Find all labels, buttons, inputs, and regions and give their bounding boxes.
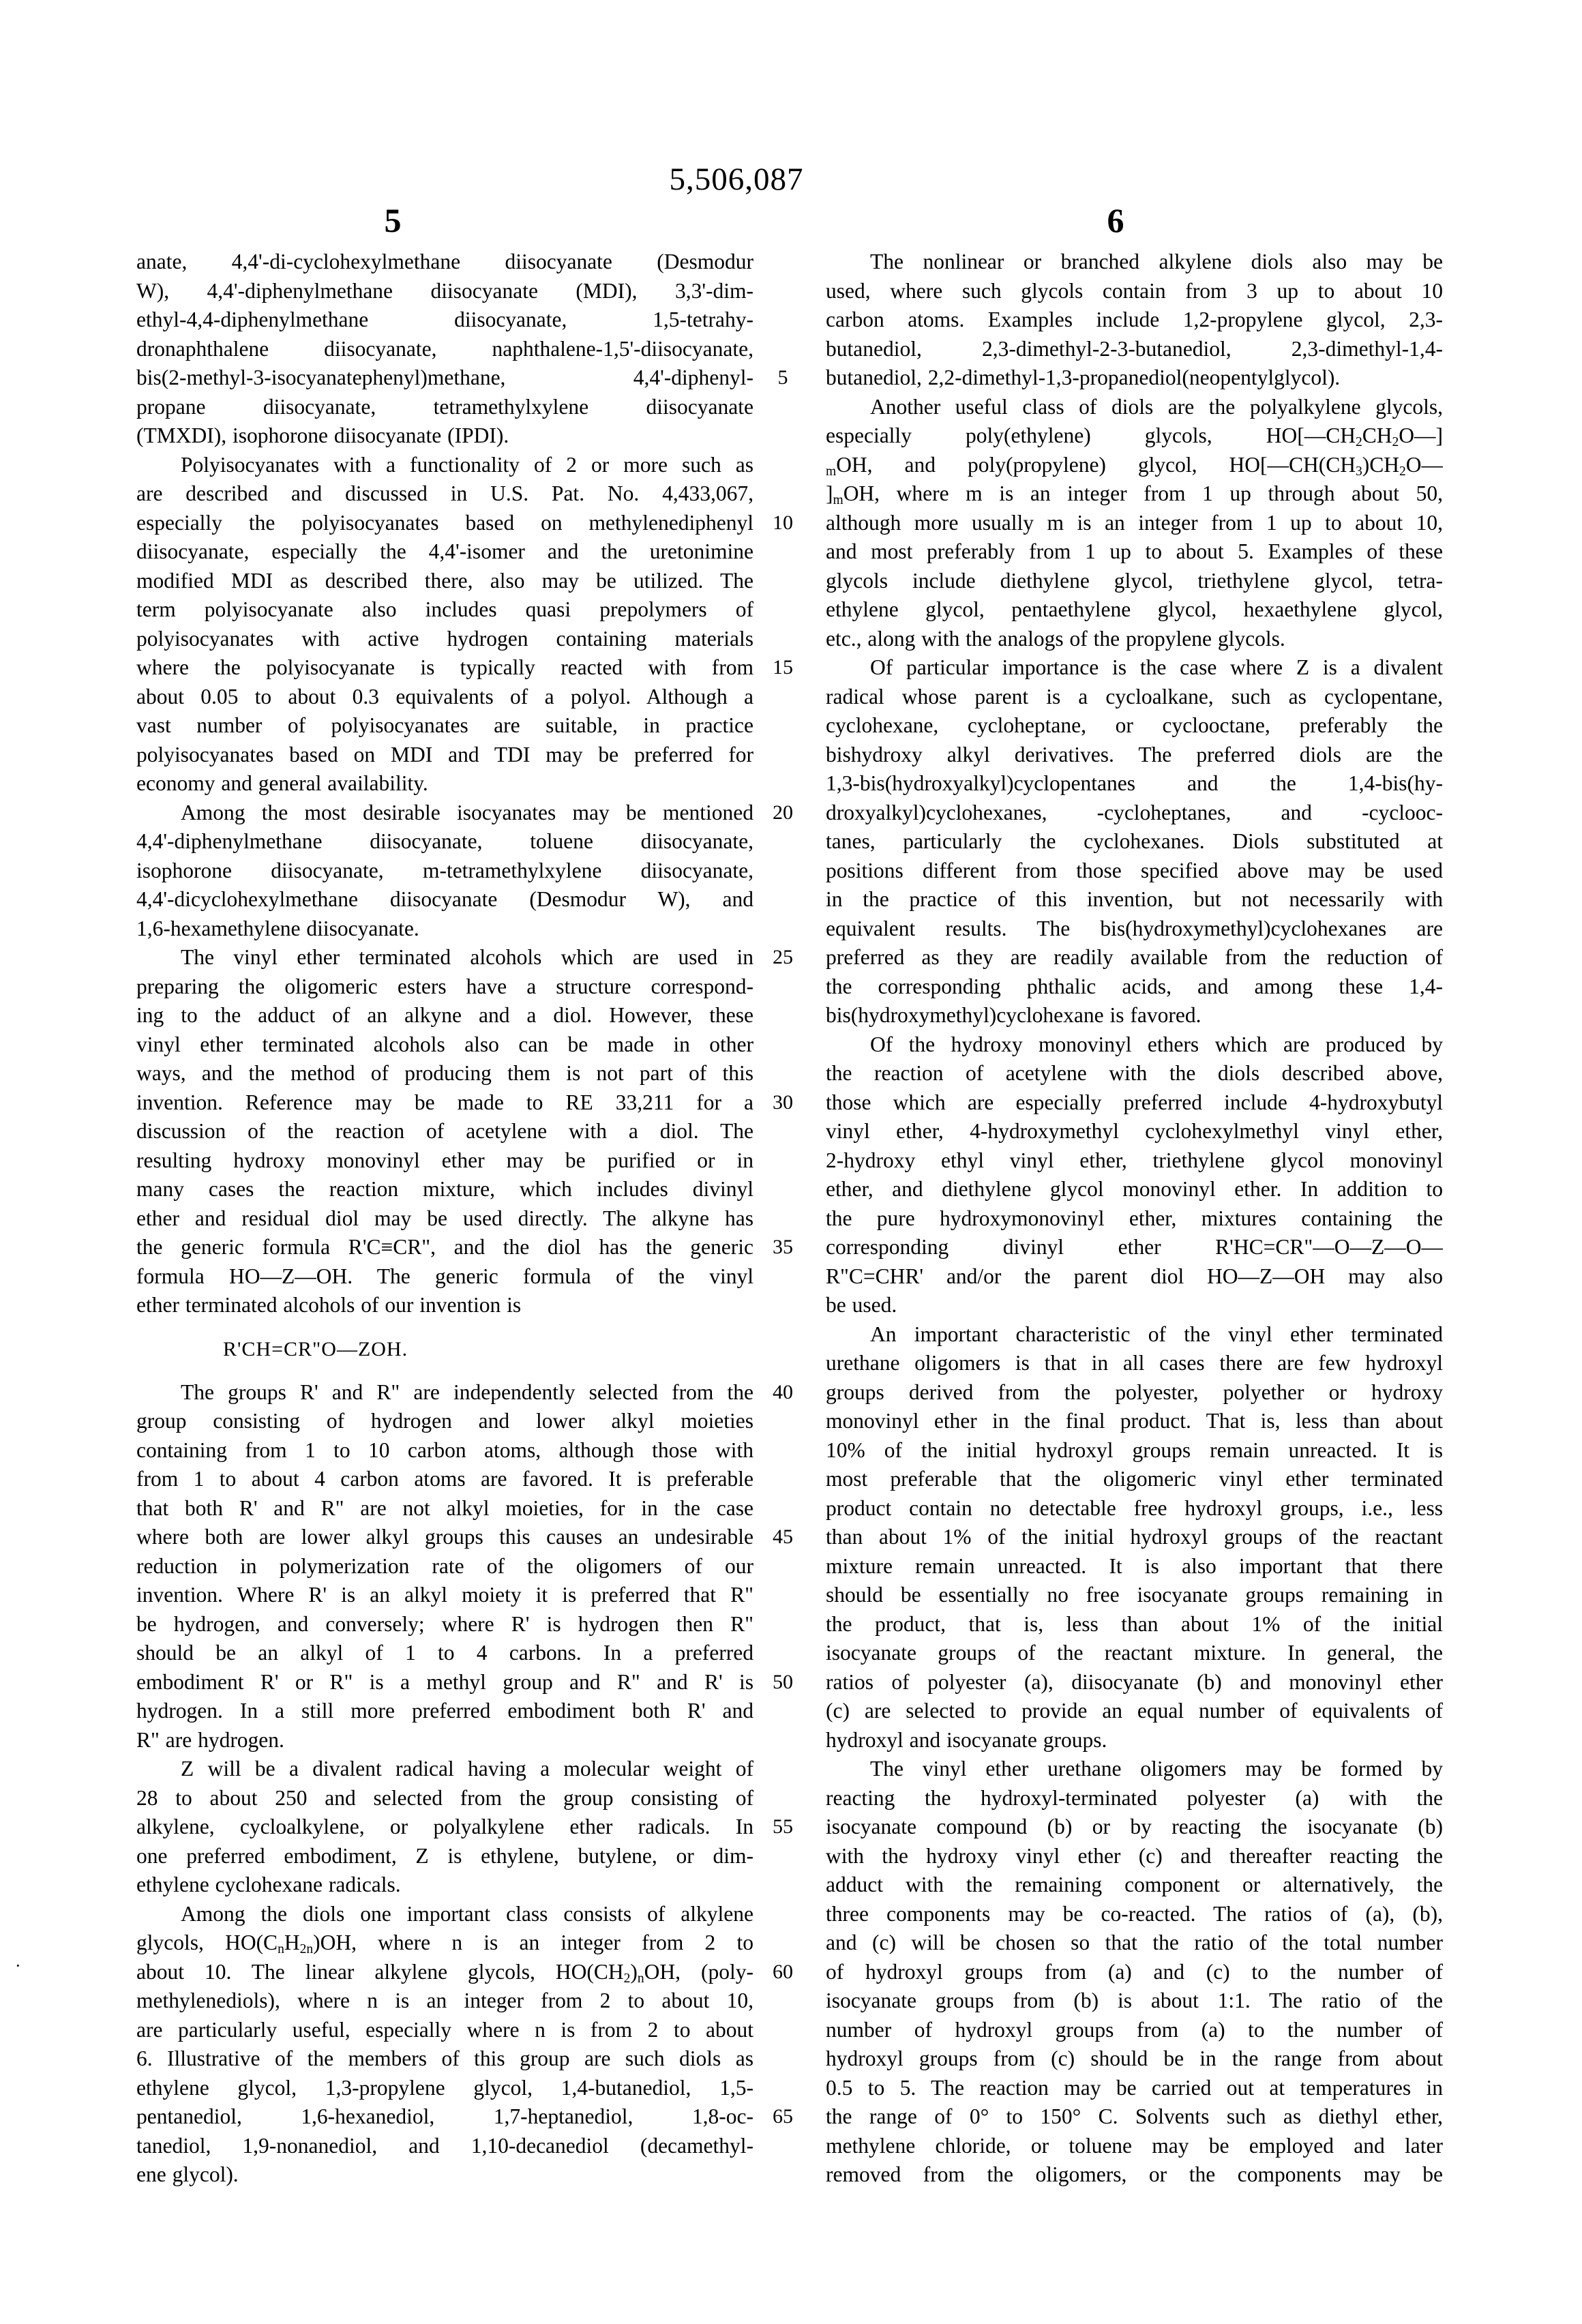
text-line: number of hydroxyl groups from (a) to the number of: [826, 2017, 1443, 2042]
text-line: removed from the oligomers, or the components may be: [826, 2162, 1443, 2186]
text-line: term polyisocyanate also includes quasi prepolymers of: [136, 597, 753, 621]
text-line: The nonlinear or branched alkylene diols also may be: [870, 250, 1443, 273]
text-line: ether and residual diol may be used directly. The alkyne has: [136, 1206, 753, 1230]
text-line: Of the hydroxy monovinyl ethers which are produced by: [870, 1032, 1443, 1056]
text-line: embodiment R' or R" is a methyl group and R" and R' is: [136, 1669, 753, 1694]
text-line: bishydroxy alkyl derivatives. The preferred diols are the: [826, 742, 1443, 766]
text-line: reacting the hydroxyl-terminated polyester (a) with the: [826, 1785, 1443, 1810]
text-line: pentanediol, 1,6-hexanediol, 1,7-heptanediol, 1,8-oc-: [136, 2104, 753, 2128]
text-line: modified MDI as described there, also may be utilized. The: [136, 568, 753, 593]
line-number: 15: [773, 656, 793, 679]
text-line: ethylene glycol, 1,3-propylene glycol, 1,4-butanediol, 1,5-: [136, 2075, 753, 2100]
text-line: The vinyl ether urethane oligomers may be formed by: [870, 1757, 1443, 1781]
text-line: ether, and diethylene glycol monovinyl ether. In addition to: [826, 1177, 1443, 1201]
text-line: Among the diols one important class consists of alkylene: [181, 1901, 753, 1926]
text-line: with the hydroxy vinyl ether (c) and thereafter reacting the: [826, 1843, 1443, 1868]
line-number: 40: [773, 1380, 793, 1403]
text-line: carbon atoms. Examples include 1,2-propylene glycol, 2,3-: [826, 308, 1443, 331]
text-line: containing from 1 to 10 carbon atoms, although those with: [136, 1437, 753, 1462]
text-line: from 1 to about 4 carbon atoms are favored. It is preferable: [136, 1467, 753, 1491]
text-line: polyisocyanates based on MDI and TDI may be preferred for: [136, 742, 753, 766]
column-number-right: 6: [1107, 201, 1124, 239]
text-line: should be an alkyl of 1 to 4 carbons. In a preferred: [136, 1641, 753, 1665]
text-line: ethyl-4,4-diphenylmethane diisocyanate, 1,5-tetrahy-: [136, 308, 753, 331]
text-line: bis(hydroxymethyl)cyclohexane is favored.: [826, 1003, 1202, 1027]
stray-mark: ·: [15, 1956, 21, 1976]
text-line: propane diisocyanate, tetramethylxylene diisocyanate: [136, 394, 753, 419]
text-line: three components may be co-reacted. The ratios of (a), (b),: [826, 1901, 1443, 1926]
line-number: 30: [773, 1090, 793, 1114]
text-line: vinyl ether terminated alcohols also can be made in other: [136, 1032, 753, 1056]
text-line: one preferred embodiment, Z is ethylene, butylene, or dim-: [136, 1843, 753, 1868]
text-line: 4,4'-diphenylmethane diisocyanate, toluene diisocyanate,: [136, 829, 753, 853]
text-line: ]$_mOH$, where m is an integer from 1 up through about 50,: [826, 481, 1443, 507]
text-line: droxyalkyl)cyclohexanes, -cycloheptanes, and -cyclooc-: [826, 800, 1443, 824]
text-line: dronaphthalene diisocyanate, naphthalene-1,5'-diisocyanate,: [136, 336, 753, 361]
text-line: ene glycol).: [136, 2162, 239, 2186]
text-line: invention. Where R' is an alkyl moiety it is preferred that R": [136, 1583, 753, 1607]
text-line: 1,3-bis(hydroxyalkyl)cyclopentanes and the 1,4-bis(hy-: [826, 771, 1443, 795]
text-line: especially poly(ethylene) glycols, $HO[—CH_2CH_2O—]$: [826, 423, 1443, 449]
text-line: diisocyanate, especially the 4,4'-isomer and the uretonimine: [136, 539, 753, 563]
text-line: $_m$OH, and poly(propylene) glycol, $HO[—CH(CH_3)CH_2O—$: [826, 452, 1443, 479]
text-line: isocyanate groups from (b) is about 1:1. The ratio of the: [826, 1988, 1443, 2012]
text-line: be hydrogen, and conversely; where R' is hydrogen then R": [136, 1611, 753, 1636]
text-line: ways, and the method of producing them is not part of this: [136, 1061, 753, 1085]
text-line: the corresponding phthalic acids, and among these 1,4-: [826, 974, 1443, 998]
text-line: butanediol, 2,2-dimethyl-1,3-propanediol(neopentylglycol).: [826, 366, 1341, 389]
text-line: especially the polyisocyanates based on methylenediphenyl: [136, 510, 753, 535]
text-line: than about 1% of the initial hydroxyl groups of the reactant: [826, 1525, 1443, 1549]
text-line: groups derived from the polyester, polyether or hydroxy: [826, 1380, 1443, 1404]
text-line: 28 to about 250 and selected from the group consisting of: [136, 1785, 753, 1810]
text-line: although more usually m is an integer from 1 up to about 10,: [826, 510, 1443, 535]
text-line: urethane oligomers is that in all cases there are few hydroxyl: [826, 1351, 1443, 1375]
text-line: corresponding divinyl ether R'HC=CR"—O—Z—O—: [826, 1235, 1443, 1259]
text-line: should be essentially no free isocyanate groups remaining in: [826, 1583, 1443, 1607]
text-line: The groups R' and R" are independently selected from the: [181, 1380, 753, 1404]
text-line: Of particular importance is the case where Z is a divalent: [870, 655, 1443, 679]
text-line: about 10. The linear alkylene glycols, $HO(CH_2)_nOH$, (poly-: [136, 1959, 753, 1986]
text-line: of hydroxyl groups from (a) and (c) to the number of: [826, 1959, 1443, 1984]
text-line: W), 4,4'-diphenylmethane diisocyanate (MDI), 3,3'-dim-: [136, 278, 753, 303]
text-line: where both are lower alkyl groups this causes an undesirable: [136, 1525, 753, 1549]
chemical-formula: R'CH=CR"O—ZOH.: [223, 1337, 408, 1360]
text-line: polyisocyanates with active hydrogen containing materials: [136, 626, 753, 651]
line-number: 65: [773, 2105, 793, 2128]
text-line: and (c) will be chosen so that the ratio of the total number: [826, 1931, 1443, 1954]
text-line: An important characteristic of the vinyl ether terminated: [870, 1322, 1443, 1346]
line-number: 20: [773, 801, 793, 824]
text-line: group consisting of hydrogen and lower alkyl moieties: [136, 1409, 753, 1433]
text-line: the pure hydroxymonovinyl ether, mixtures containing the: [826, 1206, 1443, 1230]
text-line: isocyanate compound (b) or by reacting the isocyanate (b): [826, 1815, 1443, 1838]
left-column-text: [136, 248, 753, 2190]
text-line: preferred as they are readily available from the reduction of: [826, 945, 1443, 969]
text-line: ratios of polyester (a), diisocyanate (b) and monovinyl ether: [826, 1669, 1443, 1694]
text-line: hydroxyl and isocyanate groups.: [826, 1727, 1107, 1752]
text-line: Among the most desirable isocyanates may be mentioned: [181, 800, 753, 824]
text-line: ing to the adduct of an alkyne and a diol. However, these: [136, 1003, 753, 1027]
text-line: butanediol, 2,3-dimethyl-2-3-butanediol, 2,3-dimethyl-1,4-: [826, 336, 1443, 361]
text-line: in the practice of this invention, but not necessarily with: [826, 887, 1443, 911]
text-line: R"C=CHR' and/or the parent diol HO—Z—OH may also: [826, 1264, 1443, 1288]
text-line: 1,6-hexamethylene diisocyanate.: [136, 916, 419, 940]
text-line: product contain no detectable free hydroxyl groups, i.e., less: [826, 1495, 1443, 1520]
text-line: vast number of polyisocyanates are suitable, in practice: [136, 713, 753, 737]
line-number: 50: [773, 1670, 793, 1693]
line-number: 25: [773, 946, 793, 968]
text-line: adduct with the remaining component or alternatively, the: [826, 1873, 1443, 1896]
text-line: equivalent results. The bis(hydroxymethyl)cyclohexanes are: [826, 916, 1443, 940]
text-line: 10% of the initial hydroxyl groups remain unreacted. It is: [826, 1437, 1443, 1462]
text-line: glycols include diethylene glycol, triethylene glycol, tetra-: [826, 568, 1443, 593]
text-line: alkylene, cycloalkylene, or polyalkylene ether radicals. In: [136, 1815, 753, 1838]
text-line: methylene chloride, or toluene may be employed and later: [826, 2133, 1443, 2158]
column-number-left: 5: [384, 201, 402, 239]
text-line: the product, that is, less than about 1% of the initial: [826, 1611, 1443, 1636]
text-line: are described and discussed in U.S. Pat. No. 4,433,067,: [136, 481, 753, 505]
text-line: positions different from those specified above may be used: [826, 858, 1443, 882]
text-line: where the polyisocyanate is typically reacted with from: [136, 655, 753, 679]
text-line: isocyanate groups of the reactant mixture. In general, the: [826, 1641, 1443, 1665]
text-line: the reaction of acetylene with the diols described above,: [826, 1061, 1443, 1085]
text-line: the range of 0° to 150° C. Solvents such as diethyl ether,: [826, 2104, 1443, 2128]
text-line: isophorone diisocyanate, m-tetramethylxylene diisocyanate,: [136, 858, 753, 882]
right-column-text: [826, 248, 1443, 2190]
text-line: 4,4'-dicyclohexylmethane diisocyanate (Desmodur W), and: [136, 887, 753, 911]
text-line: monovinyl ether in the final product. That is, less than about: [826, 1409, 1443, 1433]
text-line: that both R' and R" are not alkyl moieties, for in the case: [136, 1495, 753, 1520]
text-line: about 0.05 to about 0.3 equivalents of a polyol. Although a: [136, 684, 753, 709]
line-number: 35: [773, 1236, 793, 1258]
text-line: (c) are selected to provide an equal number of equivalents of: [826, 1699, 1443, 1723]
text-line: vinyl ether, 4-hydroxymethyl cyclohexylmethyl vinyl ether,: [826, 1119, 1443, 1143]
text-line: those which are especially preferred include 4-hydroxybutyl: [826, 1090, 1443, 1114]
patent-number: 5,506,087: [669, 162, 804, 197]
text-line: invention. Reference may be made to RE 33,211 for a: [136, 1090, 753, 1114]
text-line: most preferable that the oligomeric vinyl ether terminated: [826, 1467, 1443, 1491]
line-number: 10: [773, 511, 793, 534]
text-line: tanediol, 1,9-nonanediol, and 1,10-decanediol (decamethyl-: [136, 2133, 753, 2158]
text-line: reduction in polymerization rate of the oligomers of our: [136, 1553, 753, 1578]
text-line: The vinyl ether terminated alcohols which are used in: [181, 945, 753, 969]
text-line: etc., along with the analogs of the propylene glycols.: [826, 626, 1285, 651]
text-line: discussion of the reaction of acetylene with a diol. The: [136, 1119, 753, 1143]
line-number: 60: [773, 1960, 793, 1983]
text-line: preparing the oligomeric esters have a structure correspond-: [136, 974, 753, 998]
text-line: used, where such glycols contain from 3 up to about 10: [826, 278, 1443, 303]
text-line: 6. Illustrative of the members of this group are such diols as: [136, 2046, 753, 2070]
text-line: cyclohexane, cycloheptane, or cyclooctane, preferably the: [826, 713, 1443, 737]
text-line: radical whose parent is a cycloalkane, such as cyclopentane,: [826, 684, 1443, 709]
text-line: hydrogen. In a still more preferred embodiment both R' and: [136, 1699, 753, 1723]
text-line: and most preferably from 1 up to about 5. Examples of these: [826, 539, 1443, 563]
text-line: Polyisocyanates with a functionality of 2 or more such as: [181, 452, 753, 477]
text-line: bis(2-methyl-3-isocyanatephenyl)methane, 4,4'-diphenyl-: [136, 366, 753, 389]
text-line: (TMXDI), isophorone diisocyanate (IPDI).: [136, 423, 509, 447]
text-line: ethylene cyclohexane radicals.: [136, 1873, 401, 1896]
text-line: anate, 4,4'-di-cyclohexylmethane diisocyanate (Desmodur: [136, 250, 753, 273]
text-line: methylenediols), where n is an integer from 2 to about 10,: [136, 1988, 753, 2012]
text-line: 2-hydroxy ethyl vinyl ether, triethylene glycol monovinyl: [826, 1148, 1443, 1172]
text-line: glycols, $HO(C_nH_{2n})OH$, where n is an integer from 2 to: [136, 1931, 753, 1956]
text-line: are particularly useful, especially where n is from 2 to about: [136, 2017, 753, 2042]
text-line: 0.5 to 5. The reaction may be carried out at temperatures in: [826, 2075, 1443, 2100]
text-line: be used.: [826, 1293, 897, 1317]
text-line: many cases the reaction mixture, which includes divinyl: [136, 1177, 753, 1201]
text-line: ethylene glycol, pentaethylene glycol, hexaethylene glycol,: [826, 597, 1443, 621]
text-line: hydroxyl groups from (c) should be in the range from about: [826, 2046, 1443, 2070]
text-line: economy and general availability.: [136, 771, 428, 795]
text-line: ether terminated alcohols of our invention is: [136, 1293, 522, 1317]
text-line: resulting hydroxy monovinyl ether may be purified or in: [136, 1148, 753, 1172]
line-number: 45: [773, 1525, 793, 1548]
line-number: 55: [773, 1815, 793, 1838]
text-line: R" are hydrogen.: [136, 1727, 284, 1752]
text-line: Z will be a divalent radical having a molecular weight of: [181, 1757, 753, 1781]
text-line: tanes, particularly the cyclohexanes. Diols substituted at: [826, 829, 1443, 853]
text-line: the generic formula R'C≡CR", and the diol has the generic: [136, 1235, 753, 1259]
text-line: mixture remain unreacted. It is also important that there: [826, 1553, 1443, 1578]
text-line: Another useful class of diols are the polyalkylene glycols,: [870, 394, 1443, 419]
text-line: formula HO—Z—OH. The generic formula of the vinyl: [136, 1264, 753, 1288]
line-number: 5: [777, 366, 788, 389]
